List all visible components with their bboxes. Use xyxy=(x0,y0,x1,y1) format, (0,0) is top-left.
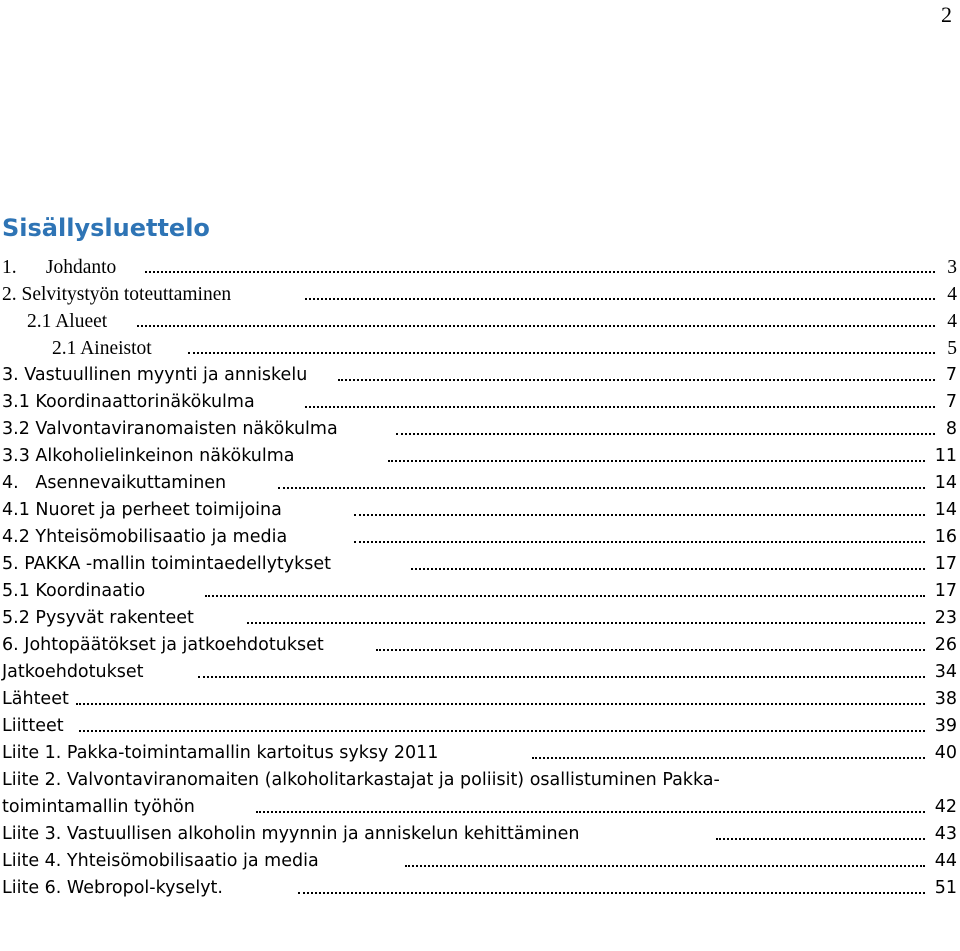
dot-leader xyxy=(76,686,925,713)
toc-entry-lahteet[interactable] xyxy=(2,686,957,713)
toc-entry-label: 2.1 Aineistot xyxy=(52,338,152,359)
toc-entry-page: 7 xyxy=(945,365,957,385)
toc-entry-nuoret-ja-perheet[interactable] xyxy=(2,497,957,524)
dot-leader xyxy=(405,848,925,875)
toc-entry-label: 2. Selvitystyön toteuttaminen xyxy=(2,284,232,305)
dot-leader xyxy=(256,794,925,821)
toc-entry-label: 4. Asennevaikuttaminen xyxy=(2,473,227,493)
toc-entry-page: 3 xyxy=(947,257,957,278)
toc-entry-label: Liitteet xyxy=(2,716,64,736)
toc-entry-page: 16 xyxy=(934,527,957,547)
toc-entry-pakka-mallin-toimintaedellytykset[interactable] xyxy=(2,551,957,578)
toc-entry-page: 11 xyxy=(934,446,957,466)
toc-entry-label: Liite 2. Valvontaviranomaiten (alkoholitarkastajat ja poliisit) osallistuminen Pakka- xyxy=(2,770,720,790)
toc-entry-label: 5.1 Koordinaatio xyxy=(2,581,146,601)
toc-entry-koordinaatio[interactable] xyxy=(2,578,957,605)
toc-entry-continuation xyxy=(2,794,957,821)
dot-leader xyxy=(79,713,925,740)
toc-entry-page: 8 xyxy=(945,419,957,439)
dot-leader xyxy=(338,362,935,389)
dot-leader xyxy=(376,632,925,659)
toc-entry-liitteet[interactable] xyxy=(2,713,957,740)
toc-entry-label: 4.2 Yhteisömobilisaatio ja media xyxy=(2,527,288,547)
toc-entry-label: 6. Johtopäätökset ja jatkoehdotukset xyxy=(2,635,324,655)
toc-entry-label: 2.1 Alueet xyxy=(27,311,108,332)
toc-entry-liite-1[interactable] xyxy=(2,740,957,767)
toc-title: Sisällysluettelo xyxy=(2,214,210,242)
toc-entry-page: 17 xyxy=(934,554,957,574)
toc-entry-page: 40 xyxy=(934,743,957,763)
toc-entry-page: 5 xyxy=(947,338,957,359)
toc-entry-label: 3.3 Alkoholielinkeinon näkökulma xyxy=(2,446,295,466)
toc-entry-liite-6[interactable] xyxy=(2,875,957,902)
dot-leader xyxy=(188,335,935,362)
dot-leader xyxy=(198,659,925,686)
toc-entry-page: 14 xyxy=(934,473,957,493)
toc-entry-page: 38 xyxy=(934,689,957,709)
toc-entry-vastuullinen-myynti[interactable] xyxy=(2,362,957,389)
dot-leader xyxy=(396,416,935,443)
toc-entry-label: Liite 6. Webropol-kyselyt. xyxy=(2,878,223,898)
page-number: 2 xyxy=(941,2,952,27)
toc-entry-label: Liite 4. Yhteisömobilisaatio ja media xyxy=(2,851,319,871)
dot-leader xyxy=(298,875,925,902)
dot-leader xyxy=(354,497,925,524)
toc-entry-aineistot[interactable] xyxy=(2,335,957,362)
dot-leader xyxy=(278,470,925,497)
toc-entry-label: 3.1 Koordinaattorinäkökulma xyxy=(2,392,255,412)
dot-leader xyxy=(145,254,935,281)
toc-entry-label: Lähteet xyxy=(2,689,69,709)
toc-entry-page: 43 xyxy=(934,824,957,844)
toc-entry-johtopaatokset[interactable] xyxy=(2,632,957,659)
toc-entry-label: 5. PAKKA -mallin toimintaedellytykset xyxy=(2,554,332,574)
dot-leader xyxy=(305,281,935,308)
toc-entry-liite-3[interactable] xyxy=(2,821,957,848)
toc-entry-label: 5.2 Pysyvät rakenteet xyxy=(2,608,194,628)
table-of-contents xyxy=(2,254,957,902)
toc-entry-label-cont: toimintamallin työhön xyxy=(2,797,195,817)
toc-entry-page: 34 xyxy=(934,662,957,682)
toc-entry-label: Liite 1. Pakka-toimintamallin kartoitus syksy 2011 xyxy=(2,743,439,763)
toc-entry-page: 26 xyxy=(934,635,957,655)
dot-leader xyxy=(305,389,935,416)
dot-leader xyxy=(411,551,925,578)
toc-entry-page: 4 xyxy=(947,311,957,332)
toc-entry-alueet[interactable] xyxy=(2,308,957,335)
toc-entry-label: 4.1 Nuoret ja perheet toimijoina xyxy=(2,500,282,520)
toc-entry-page: 23 xyxy=(934,608,957,628)
toc-entry-page: 7 xyxy=(945,392,957,412)
toc-entry-page: 14 xyxy=(934,500,957,520)
toc-entry-alkoholielinkeinon-nakokulma[interactable] xyxy=(2,443,957,470)
dot-leader xyxy=(716,821,925,848)
toc-entry-valvontaviranomaisten-nakokulma[interactable] xyxy=(2,416,957,443)
toc-entry-label: Liite 3. Vastuullisen alkoholin myynnin ja anniskelun kehittäminen xyxy=(2,824,580,844)
dot-leader xyxy=(247,605,925,632)
toc-entry-yhteisomobilisaatio-ja-media[interactable] xyxy=(2,524,957,551)
toc-entry-page: 4 xyxy=(947,284,957,305)
toc-entry-page: 42 xyxy=(934,797,957,817)
toc-entry-asennevaikuttaminen[interactable] xyxy=(2,470,957,497)
toc-entry-label: 3.2 Valvontaviranomaisten näkökulma xyxy=(2,419,338,439)
toc-entry-label: Jatkoehdotukset xyxy=(2,662,144,682)
dot-leader xyxy=(532,740,925,767)
toc-entry-page: 51 xyxy=(934,878,957,898)
dot-leader xyxy=(205,578,925,605)
toc-entry-selvitystyon-toteuttaminen[interactable] xyxy=(2,281,957,308)
toc-entry-page: 17 xyxy=(934,581,957,601)
dot-leader xyxy=(137,308,935,335)
toc-entry-label: 3. Vastuullinen myynti ja anniskelu xyxy=(2,365,308,385)
toc-entry-jatkoehdotukset[interactable] xyxy=(2,659,957,686)
toc-entry-liite-4[interactable] xyxy=(2,848,957,875)
toc-entry-liite-2[interactable] xyxy=(2,767,957,821)
toc-entry-johdanto[interactable] xyxy=(2,254,957,281)
dot-leader xyxy=(388,443,925,470)
toc-entry-page: 39 xyxy=(934,716,957,736)
toc-entry-page: 44 xyxy=(934,851,957,871)
dot-leader xyxy=(354,524,925,551)
toc-entry-koordinaattorinakokulma[interactable] xyxy=(2,389,957,416)
toc-entry-label: 1. Johdanto xyxy=(2,257,117,278)
toc-entry-pysyvat-rakenteet[interactable] xyxy=(2,605,957,632)
